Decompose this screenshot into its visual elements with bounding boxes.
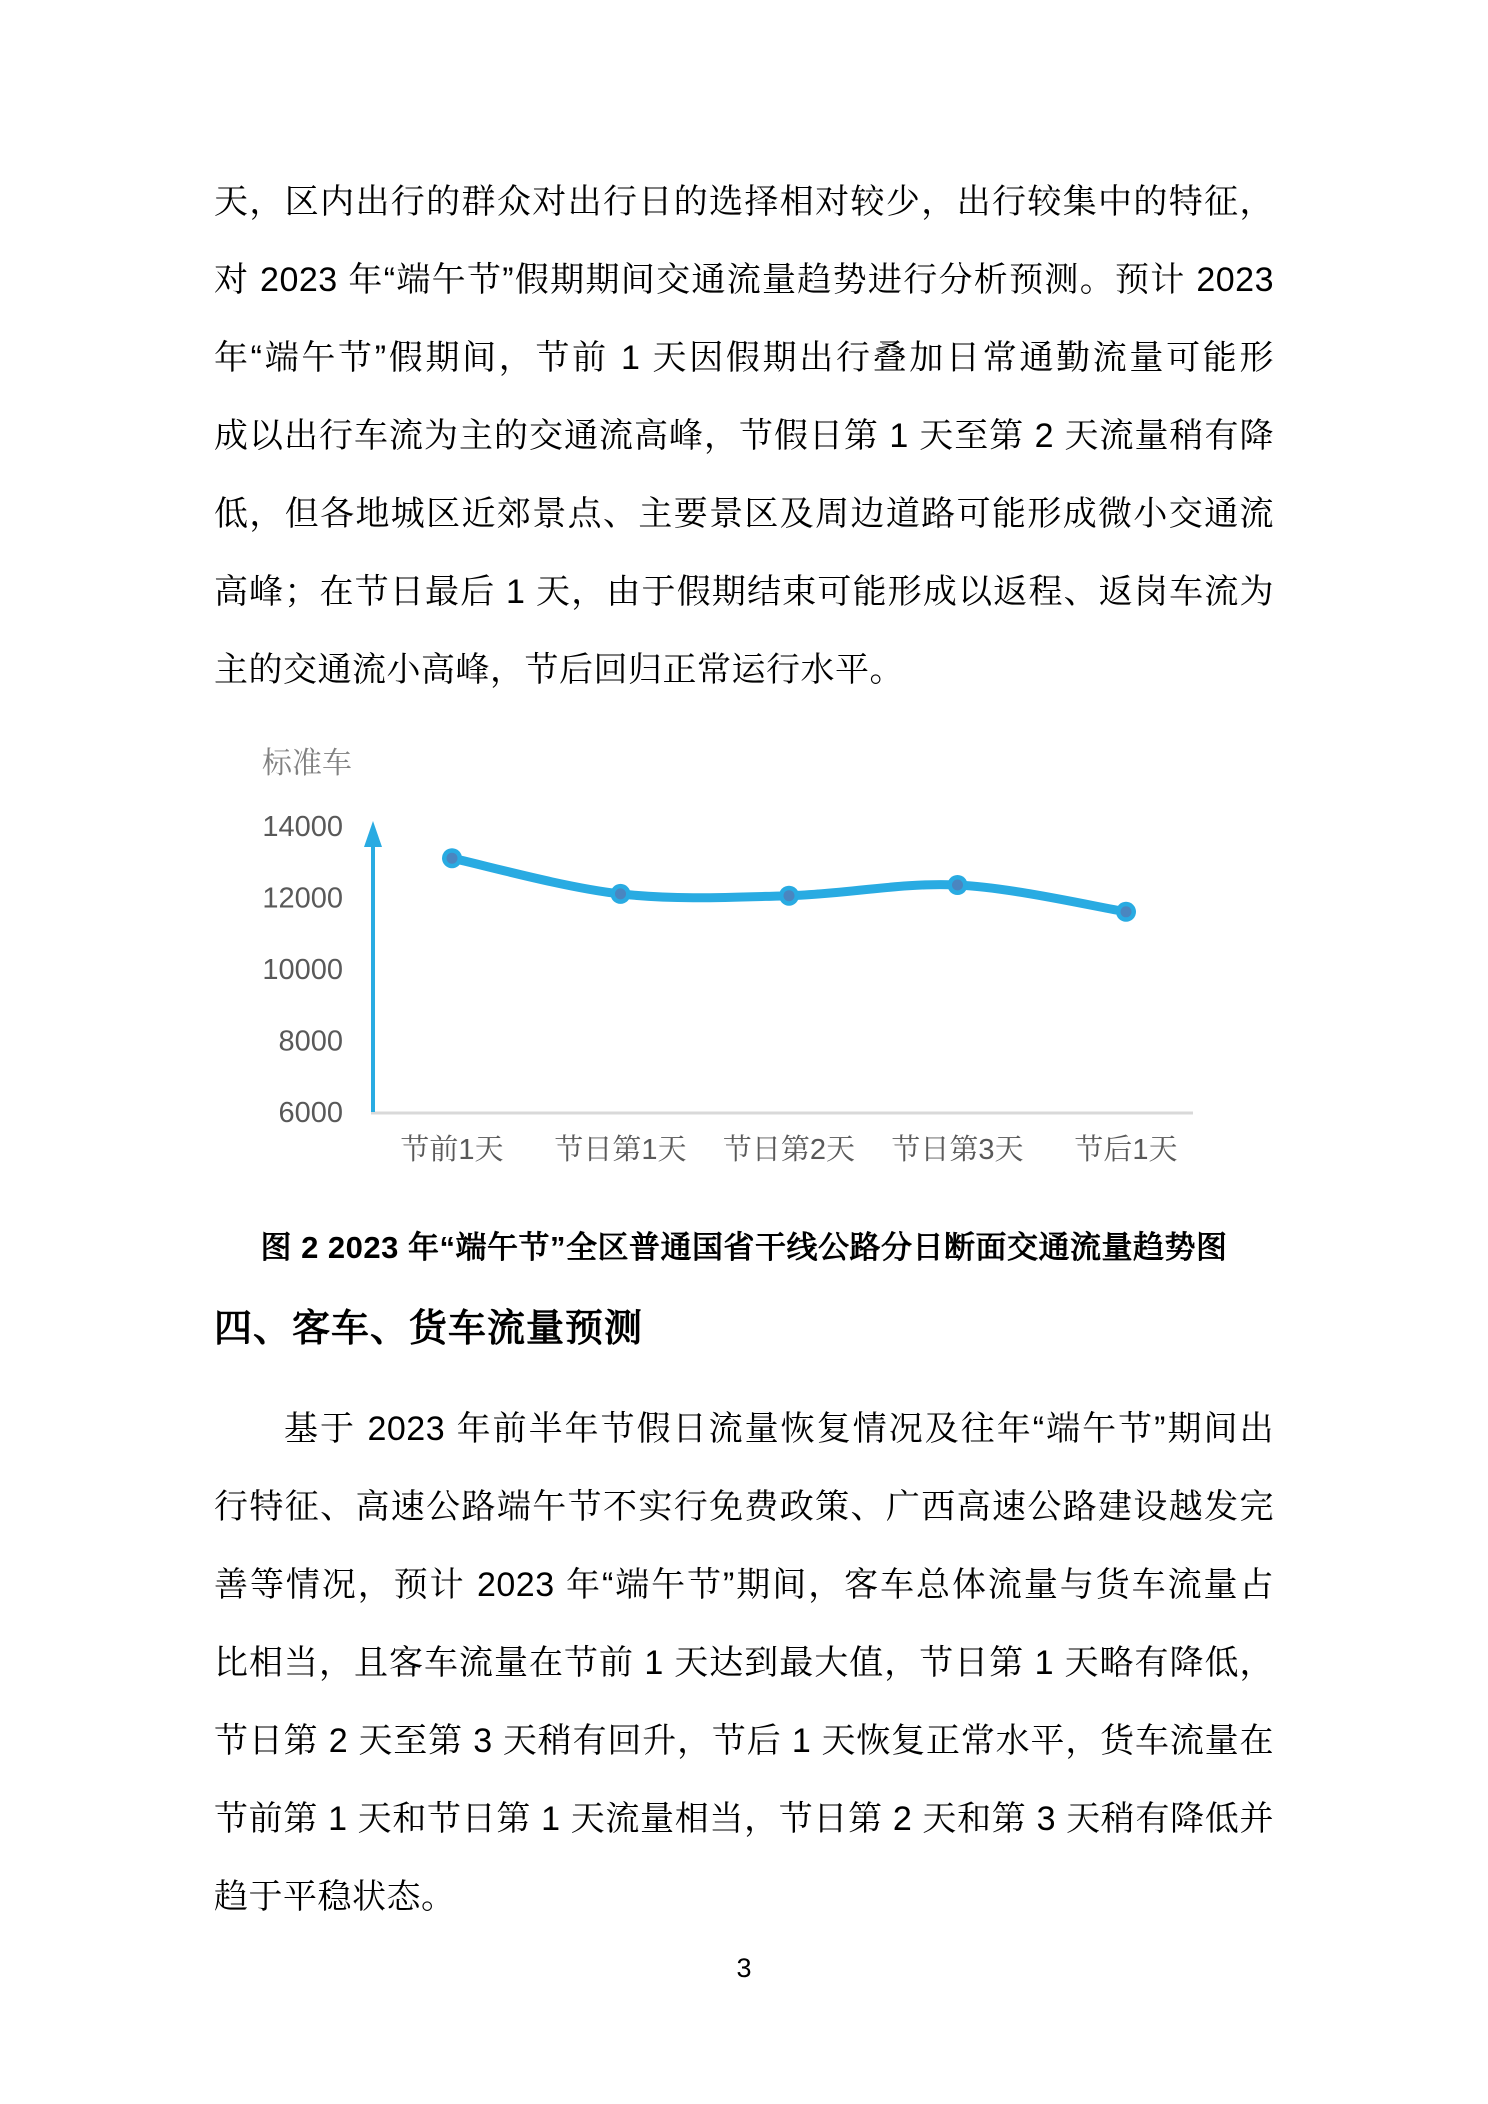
y-axis-arrowhead (364, 821, 382, 847)
y-tick-label: 10000 (262, 954, 343, 986)
paragraph-2-line: 节日第 2 天至第 3 天稍有回升，节后 1 天恢复正常水平，货车流量在 (214, 1722, 1274, 1760)
x-tick-label: 节日第1天 (554, 1134, 687, 1166)
x-tick-label: 节后1天 (1074, 1134, 1178, 1166)
paragraph-2-line: 善等情况，预计 2023 年“端午节”期间，客车总体流量与货车流量占 (214, 1566, 1274, 1604)
x-tick-label: 节日第2天 (722, 1134, 856, 1166)
paragraph-1-line: 天，区内出行的群众对出行日的选择相对较少，出行较集中的特征， (214, 183, 1274, 221)
data-point-marker (447, 853, 458, 864)
page-number: 3 (736, 1953, 752, 1983)
y-tick-label: 8000 (278, 1025, 343, 1058)
section-heading: 四、客车、货车流量预测 (214, 1308, 644, 1350)
paragraph-1-line: 主的交通流小高峰，节后回归正常运行水平。 (214, 651, 904, 689)
y-tick-label: 6000 (278, 1097, 343, 1129)
x-tick-label: 节日第3天 (891, 1134, 1024, 1166)
data-point-marker (952, 880, 963, 891)
paragraph-2-line: 基于 2023 年前半年节假日流量恢复情况及往年“端午节”期间出 (284, 1410, 1274, 1448)
paragraph-1-line: 对 2023 年“端午节”假期期间交通流量趋势进行分析预测。预计 2023 (214, 261, 1274, 299)
y-tick-label: 14000 (262, 811, 343, 843)
paragraph-1-line: 低，但各地城区近郊景点、主要景区及周边道路可能形成微小交通流 (214, 495, 1274, 533)
paragraph-1 (214, 163, 1274, 709)
paragraph-2-line: 趋于平稳状态。 (214, 1878, 456, 1916)
y-axis-title: 标准车 (262, 747, 352, 780)
y-tick-label: 12000 (262, 882, 343, 915)
paragraph-1-line: 高峰；在节日最后 1 天，由于假期结束可能形成以返程、返岗车流为 (214, 573, 1274, 611)
data-point-marker (1121, 906, 1132, 917)
figure-caption: 图 2 2023 年“端午节”全区普通国省干线公路分日断面交通流量趋势图 (260, 1230, 1228, 1265)
data-point-marker (615, 888, 626, 899)
paragraph-1-line: 成以出行车流为主的交通流高峰，节假日第 1 天至第 2 天流量稍有降 (214, 417, 1274, 455)
paragraph-2-line: 节前第 1 天和节日第 1 天流量相当，节日第 2 天和第 3 天稍有降低并 (214, 1800, 1274, 1838)
data-point-marker (784, 890, 795, 901)
paragraph-1-line: 年“端午节”假期间，节前 1 天因假期出行叠加日常通勤流量可能形 (214, 339, 1274, 377)
x-tick-label: 节前1天 (400, 1134, 504, 1166)
paragraph-2 (214, 1390, 1274, 1936)
figure-2-chart-area (0, 735, 1488, 1205)
traffic-trend-line-chart (0, 735, 1488, 1205)
paragraph-2-line: 行特征、高速公路端午节不实行免费政策、广西高速公路建设越发完 (214, 1488, 1274, 1526)
paragraph-2-line: 比相当，且客车流量在节前 1 天达到最大值，节日第 1 天略有降低， (214, 1644, 1274, 1682)
